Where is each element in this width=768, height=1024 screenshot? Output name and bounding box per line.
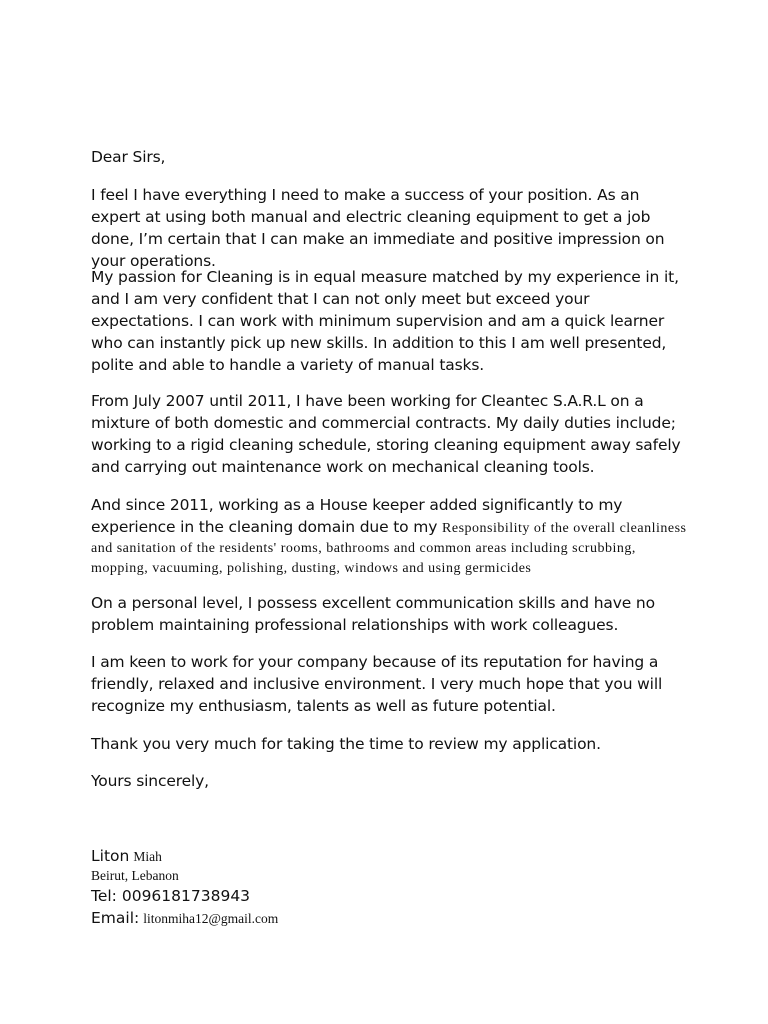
paragraph-housekeeper-responsibility: Responsibility of the overall cleanliness and sanitation of the residents' rooms, bathrooms and common areas including scrubbing, mopping, vacuuming, polishing, dusting, windows and using germicides xyxy=(91,521,687,576)
phone-label: Tel: xyxy=(91,887,117,905)
signature-city: Beirut, Lebanon xyxy=(91,868,179,883)
email-value: litonmiha12@gmail.com xyxy=(143,911,279,926)
paragraph-personal: On a personal level, I possess excellent communication skills and have no problem maintaining professional relationships with work colleagues. xyxy=(91,594,655,634)
paragraph-housekeeper xyxy=(91,494,691,579)
paragraph-passion: My passion for Cleaning is in equal measure matched by my experience in it, and I am very confident that I can not only meet but exceed your expectations. I can work with minimum supervision and am a quick learner who can instantly pick up new skills. In addition to this I am well presented, polite and able to handle a variety of manual tasks. xyxy=(91,268,679,374)
paragraph-experience: From July 2007 until 2011, I have been working for Cleantec S.A.R.L on a mixture of both domestic and commercial contracts. My daily duties include; working to a rigid cleaning schedule, storing cleaning equipment away safely and carrying out maintenance work on mechanical cleaning tools. xyxy=(91,392,681,476)
salutation: Dear Sirs, xyxy=(91,148,166,166)
email-label: Email: xyxy=(91,909,140,927)
closing: Yours sincerely, xyxy=(91,772,209,790)
paragraph-housekeeper-start: And since 2011, working as a House keeper added significantly to my experience in the cleaning domain due to my xyxy=(91,496,623,536)
phone-value: 0096181738943 xyxy=(121,887,251,905)
signature-first-name: Liton xyxy=(91,847,130,865)
signature-email xyxy=(91,907,278,929)
paragraph-intro: I feel I have everything I need to make a success of your position. As an expert at using both manual and electric cleaning equipment to get a job done, I’m certain that I can make an immediate and positive impression on your operations. xyxy=(91,186,665,270)
signature-last-name: Miah xyxy=(133,849,162,864)
signature-phone xyxy=(91,885,250,907)
paragraph-motivation: I am keen to work for your company because of its reputation for having a friendly, relaxed and inclusive environment. I very much hope that you will recognize my enthusiasm, talents as well as future potential. xyxy=(91,653,663,715)
signature-name xyxy=(91,845,162,867)
paragraph-thanks: Thank you very much for taking the time to review my application. xyxy=(91,735,601,753)
